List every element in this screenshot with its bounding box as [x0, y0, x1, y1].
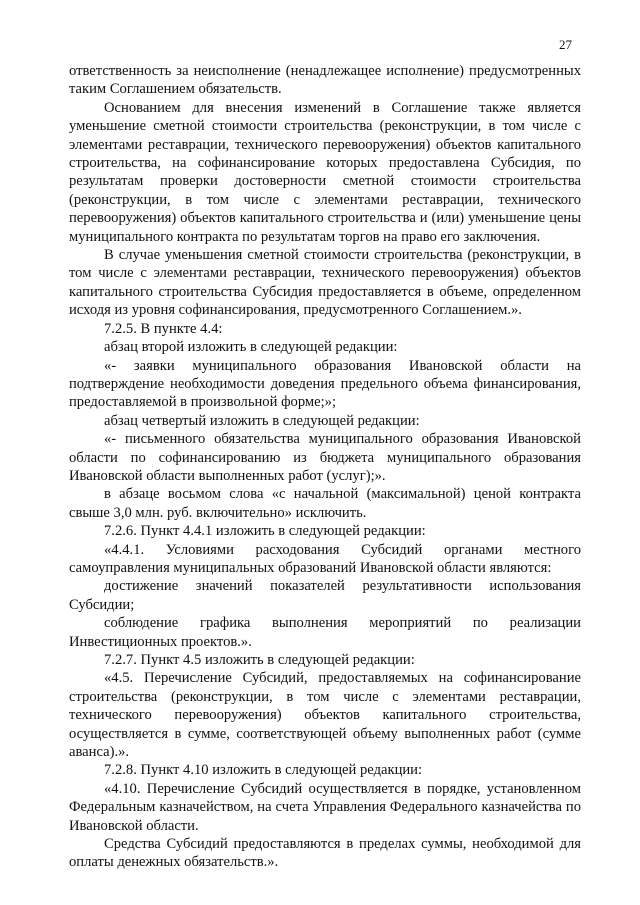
- paragraph: 7.2.5. В пункте 4.4:: [104, 320, 223, 337]
- paragraph: 7.2.8. Пункт 4.10 изложить в следующей редакции:: [104, 762, 423, 779]
- paragraph: Основанием для внесения изменений в Соглашение также является уменьшение сметной стоимости строительства (реконструкции, в том числе с элементами реставрации, технического перевооружения) объектов капитального строительства, на софинансирование которых предоставлена Субсидия, по результатам проверки достоверности сметной стоимости строительства (реконструкции, в том числе с элементами реставрации, технического перевооружения) объектов капитального строительства и (или) уменьшение цены муниципального контракта по результатам торгов на право его заключения.: [69, 99, 581, 245]
- paragraph: абзац второй изложить в следующей редакции:: [104, 339, 398, 356]
- paragraph: абзац четвертый изложить в следующей редакции:: [104, 412, 420, 429]
- page-number: 27: [559, 37, 572, 52]
- paragraph: в абзаце восьмом слова «с начальной (максимальной) ценой контракта свыше 3,0 млн. руб. включительно» исключить.: [69, 486, 581, 521]
- paragraph: В случае уменьшения сметной стоимости строительства (реконструкции, в том числе с элементами реставрации, технического перевооружения) объектов капитального строительства Субсидия предоставляется в объеме, определенном исходя из уровня софинансирования, предусмотренного Соглашением.».: [69, 247, 581, 319]
- paragraph: ответственность за неисполнение (ненадлежащее исполнение) предусмотренных таким Соглашением обязательств.: [69, 63, 581, 98]
- paragraph: «4.4.1. Условиями расходования Субсидий органами местного самоуправления муниципальных образований Ивановской области являются:: [69, 541, 581, 576]
- paragraph: «4.10. Перечисление Субсидий осуществляется в порядке, установленном Федеральным казначейством, на счета Управления Федерального казначейства по Ивановской области.: [69, 780, 581, 834]
- paragraph: «- письменного обязательства муниципального образования Ивановской области по софинансированию из бюджета муниципального образования Ивановской области выполненных работ (услуг);».: [69, 431, 581, 484]
- paragraph: соблюдение графика выполнения мероприятий по реализации Инвестиционных проектов.».: [69, 615, 581, 650]
- paragraph: Средства Субсидий предоставляются в пределах суммы, необходимой для оплаты денежных обязательств.».: [69, 836, 581, 871]
- document-body: [69, 62, 581, 872]
- paragraph: 7.2.6. Пункт 4.4.1 изложить в следующей редакции:: [104, 523, 426, 540]
- paragraph: 7.2.7. Пункт 4.5 изложить в следующей редакции:: [104, 652, 415, 668]
- paragraph: «4.5. Перечисление Субсидий, предоставляемых на софинансирование строительства (реконструкции, в том числе с элементами реставрации, технического перевооружения) объектов капитального строительства, осуществляется в сумме, соответствующей объему выполненных работ (сумме аванса).».: [69, 670, 581, 761]
- paragraph: достижение значений показателей результативности использования Субсидии;: [69, 578, 581, 613]
- paragraph: «- заявки муниципального образования Ивановской области на подтверждение необходимости доведения предельного объема финансирования, предоставляемой в произвольной форме;»;: [69, 357, 581, 411]
